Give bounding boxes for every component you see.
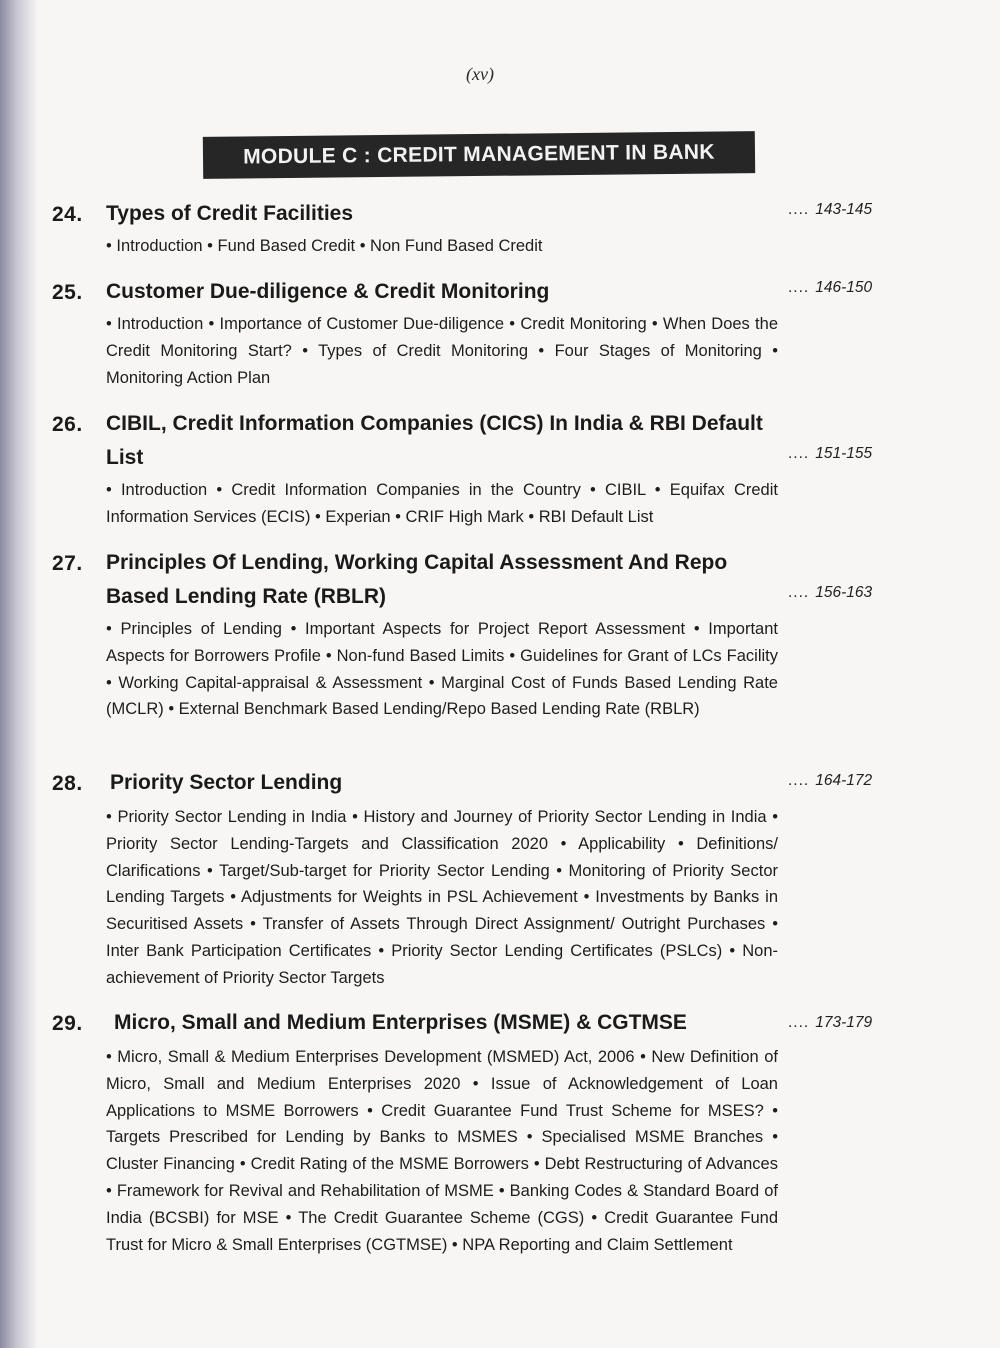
chapter-number: 28. bbox=[52, 772, 83, 795]
page-range: .... 146-150 bbox=[788, 279, 873, 296]
chapter-number: 25. bbox=[52, 281, 83, 304]
chapter-title: Customer Due-diligence & Credit Monitoring bbox=[106, 280, 550, 303]
page-range: .... 143-145 bbox=[788, 201, 873, 218]
chapter-topics: • Priority Sector Lending in India • History and Journey of Priority Sector Lending in India • Priority Sector Lending-Targets and Classification 2020 • Applicability • Definitions/ Clarifications • Target/Sub-target for Priority Sector Lending • Monitoring of Priority Sector Lending Targets • Adjustments for Weights in PSL Achievement • Investments by Banks in Securitised Assets • Transfer of Assets Through Direct Assignment/ Outright Purchases • Inter Bank Participation Certificates • Priority Sector Lending Certificates (PSLCs) • Non-achievement of Priority Sector Targets bbox=[106, 808, 778, 987]
chapter-topics: • Introduction • Credit Information Companies in the Country • CIBIL • Equifax Credit Information Services (ECIS) • Experian • CRIF High Mark • RBI Default List bbox=[106, 481, 778, 526]
chapter-title: Priority Sector Lending bbox=[110, 771, 343, 794]
chapter-topics: • Micro, Small & Medium Enterprises Development (MSMED) Act, 2006 • New Definition of Micro, Small and Medium Enterprises 2020 • Issue of Acknowledgement of Loan Applications to MSME Borrowers • Credit Guarantee Fund Trust Scheme for MSES? • Targets Prescribed for Lending by Banks to MSMES • Specialised MSME Branches • Cluster Financing • Credit Rating of the MSME Borrowers • Debt Restructuring of Advances • Framework for Revival and Rehabilitation of MSME • Banking Codes & Standard Board of India (BCSBI) for MSE • The Credit Guarantee Scheme (CGS) • Credit Guarantee Fund Trust for Micro & Small Enterprises (CGTMSE) • NPA Reporting and Claim Settlement bbox=[106, 1048, 778, 1254]
chapter-topics: • Introduction • Fund Based Credit • Non Fund Based Credit bbox=[106, 237, 543, 255]
chapter-number: 27. bbox=[52, 552, 83, 575]
chapter-title: Micro, Small and Medium Enterprises (MSME) & CGTMSE bbox=[114, 1011, 687, 1034]
page-range: .... 156-163 bbox=[788, 584, 873, 601]
chapter-number: 26. bbox=[52, 413, 83, 436]
module-heading: MODULE C : CREDIT MANAGEMENT IN BANK bbox=[203, 131, 755, 179]
page-range: .... 173-179 bbox=[788, 1014, 873, 1031]
chapter-title: Principles Of Lending, Working Capital Assessment And Repo Based Lending Rate (RBLR) bbox=[106, 551, 728, 608]
chapter-topics: • Introduction • Importance of Customer Due-diligence • Credit Monitoring • When Does the Credit Monitoring Start? • Types of Credit Monitoring • Four Stages of Monitoring • Monitoring Action Plan bbox=[106, 315, 778, 387]
chapter-topics: • Principles of Lending • Important Aspects for Project Report Assessment • Important Aspects for Borrowers Profile • Non-fund Based Limits • Guidelines for Grant of LCs Facility • Working Capital-appraisal & Assessment • Marginal Cost of Funds Based Lending Rate (MCLR) • External Benchmark Based Lending/Repo Based Lending Rate (RBLR) bbox=[106, 620, 778, 719]
chapter-title: CIBIL, Credit Information Companies (CICS) In India & RBI Default List bbox=[106, 412, 763, 469]
page-number: (xv) bbox=[466, 64, 494, 84]
page-range: .... 151-155 bbox=[788, 445, 873, 462]
chapter-title: Types of Credit Facilities bbox=[106, 202, 354, 225]
page-range: .... 164-172 bbox=[788, 772, 873, 789]
chapter-number: 24. bbox=[52, 203, 83, 226]
chapter-number: 29. bbox=[52, 1012, 83, 1035]
page-edge-shadow bbox=[0, 0, 38, 1348]
